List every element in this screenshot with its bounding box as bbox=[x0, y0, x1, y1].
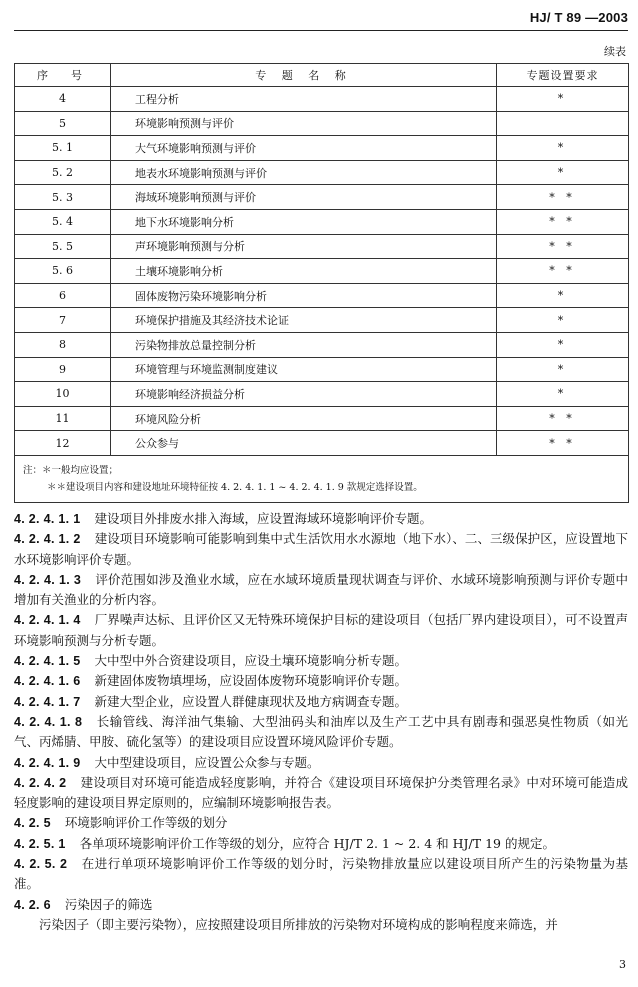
table-row bbox=[15, 136, 629, 161]
clause-number: 4. 2. 6 bbox=[14, 897, 51, 912]
table-row bbox=[15, 111, 629, 136]
clause-paragraph bbox=[14, 671, 628, 691]
requirement-cell: * * bbox=[497, 185, 629, 210]
clause-paragraph bbox=[14, 712, 628, 753]
table-row bbox=[15, 357, 629, 382]
requirement-cell: * bbox=[497, 332, 629, 357]
clause-number: 4. 2. 4. 1. 2 bbox=[14, 532, 81, 547]
table-continued-label: 续表 bbox=[604, 45, 626, 58]
row-number-cell: 5. 1 bbox=[15, 136, 111, 161]
table-row bbox=[15, 185, 629, 210]
requirement-cell: * * bbox=[497, 234, 629, 259]
row-number-cell: 12 bbox=[15, 431, 111, 456]
table-body bbox=[15, 87, 629, 456]
requirement-cell: * * bbox=[497, 431, 629, 456]
topics-table bbox=[14, 63, 629, 503]
topic-name-cell: 海域环境影响预测与评价 bbox=[111, 185, 497, 210]
clause-paragraph bbox=[14, 692, 628, 712]
col-header-req: 专题设置要求 bbox=[497, 64, 629, 87]
page-number: 3 bbox=[619, 958, 626, 971]
clause-text: 长输管线、海洋油气集输、大型油码头和油库以及生产工艺中具有剧毒和强恶臭性物质（如光气、丙烯腈、甲胺、硫化氢等）的建设项目应设置环境风险评价专题。 bbox=[14, 713, 628, 750]
clause-number: 4. 2. 4. 1. 4 bbox=[14, 613, 81, 628]
clause-paragraph bbox=[14, 651, 628, 671]
topic-name-cell: 环境管理与环境监测制度建议 bbox=[111, 357, 497, 382]
clause-number: 4. 2. 4. 1. 3 bbox=[14, 572, 82, 587]
table-row bbox=[15, 160, 629, 185]
table-row bbox=[15, 283, 629, 308]
note-line: ＊＊建设项目内容和建设地址环境特征按 4. 2. 4. 1. 1 ~ 4. 2. 4. 1. 9 款规定选择设置。 bbox=[47, 481, 423, 493]
clause-text: 环境影响评价工作等级的划分 bbox=[64, 815, 228, 831]
topic-name-cell: 环境保护措施及其经济技术论证 bbox=[111, 308, 497, 333]
clause-paragraph bbox=[14, 529, 628, 570]
clause-paragraph bbox=[14, 834, 628, 854]
topic-name-cell: 地下水环境影响分析 bbox=[111, 209, 497, 234]
requirement-cell: * bbox=[497, 357, 629, 382]
standard-code: HJ/ T 89 —2003 bbox=[529, 10, 628, 25]
requirement-cell: * bbox=[497, 308, 629, 333]
table-row bbox=[15, 308, 629, 333]
requirement-cell: * bbox=[497, 136, 629, 161]
col-header-no: 序 号 bbox=[15, 64, 111, 87]
topic-name-cell: 土壤环境影响分析 bbox=[111, 259, 497, 284]
requirement-cell: * bbox=[497, 87, 629, 112]
requirement-cell: * * bbox=[497, 259, 629, 284]
clause-number: 4. 2. 4. 1. 5 bbox=[14, 654, 81, 669]
clause-paragraph bbox=[14, 895, 628, 915]
clause-text: 在进行单项环境影响评价工作等级的划分时，污染物排放量应以建设项目所产生的污染物量为基准。 bbox=[14, 856, 628, 892]
clause-number: 4. 2. 5 bbox=[14, 816, 51, 831]
row-number-cell: 9 bbox=[15, 357, 111, 382]
table-row bbox=[15, 406, 629, 431]
clause-paragraph bbox=[14, 854, 628, 895]
row-number-cell: 7 bbox=[15, 308, 111, 333]
requirement-cell: * bbox=[497, 382, 629, 407]
requirement-cell: * bbox=[497, 160, 629, 185]
clause-text: 厂界噪声达标、且评价区又无特殊环境保护目标的建设项目（包括厂界内建设项目），可不设置声环境影响预测与分析专题。 bbox=[14, 612, 628, 648]
clause-paragraph bbox=[14, 753, 628, 773]
clause-text: 各单项环境影响评价工作等级的划分，应符合 HJ/T 2. 1 ~ 2. 4 和 HJ/T 19 的规定。 bbox=[79, 835, 555, 851]
row-number-cell: 5. 3 bbox=[15, 185, 111, 210]
header-rule bbox=[14, 30, 628, 31]
clause-number: 4. 2. 4. 2 bbox=[14, 775, 67, 790]
topic-name-cell: 声环境影响预测与分析 bbox=[111, 234, 497, 259]
clause-paragraph bbox=[14, 509, 628, 529]
clause-text: 建设项目对环境可能造成轻度影响，并符合《建设项目环境保护分类管理名录》中对环境可能造成轻度影响的建设项目界定原则的，应编制环境影响报告表。 bbox=[14, 774, 628, 811]
row-number-cell: 5. 4 bbox=[15, 209, 111, 234]
requirement-cell: * bbox=[497, 283, 629, 308]
requirement-cell bbox=[497, 111, 629, 136]
table-header-row bbox=[15, 64, 629, 87]
clause-text: 污染因子的筛选 bbox=[64, 896, 153, 912]
table-row bbox=[15, 382, 629, 407]
clause-paragraph bbox=[14, 813, 628, 833]
row-number-cell: 5 bbox=[15, 111, 111, 136]
clause-paragraph bbox=[14, 773, 628, 814]
clause-text: 新建大型企业，应设置人群健康现状及地方病调查专题。 bbox=[94, 693, 407, 709]
requirement-cell: * * bbox=[497, 209, 629, 234]
clause-text: 建设项目外排废水排入海域，应设置海域环境影响评价专题。 bbox=[94, 511, 432, 526]
clause-number: 4. 2. 4. 1. 1 bbox=[14, 512, 81, 526]
row-number-cell: 5. 2 bbox=[15, 160, 111, 185]
topic-name-cell: 污染物排放总量控制分析 bbox=[111, 332, 497, 357]
clause-number: 4. 2. 4. 1. 7 bbox=[14, 694, 81, 709]
row-number-cell: 5. 6 bbox=[15, 259, 111, 284]
topic-name-cell: 大气环境影响预测与评价 bbox=[111, 136, 497, 161]
topic-name-cell: 公众参与 bbox=[111, 431, 497, 456]
clause-text: 大中型建设项目，应设置公众参与专题。 bbox=[94, 754, 320, 770]
col-header-name: 专 题 名 称 bbox=[111, 64, 497, 87]
table-row bbox=[15, 431, 629, 456]
row-number-cell: 6 bbox=[15, 283, 111, 308]
row-number-cell: 5. 5 bbox=[15, 234, 111, 259]
topic-name-cell: 环境影响经济损益分析 bbox=[111, 382, 497, 407]
row-number-cell: 8 bbox=[15, 332, 111, 357]
topic-name-cell: 固体废物污染环境影响分析 bbox=[111, 283, 497, 308]
topic-name-cell: 工程分析 bbox=[111, 87, 497, 112]
table-row bbox=[15, 234, 629, 259]
topic-name-cell: 地表水环境影响预测与评价 bbox=[111, 160, 497, 185]
notes-row bbox=[15, 455, 629, 502]
clause-number: 4. 2. 5. 2 bbox=[14, 857, 68, 872]
clause-number: 4. 2. 4. 1. 6 bbox=[14, 674, 81, 689]
row-number-cell: 11 bbox=[15, 406, 111, 431]
table-row bbox=[15, 332, 629, 357]
clause-text: 建设项目环境影响可能影响到集中式生活饮用水水源地（地下水）、二、三级保护区，应设置地下水环境影响评价专题。 bbox=[14, 531, 628, 567]
row-number-cell: 10 bbox=[15, 382, 111, 407]
row-number-cell: 4 bbox=[15, 87, 111, 112]
topic-name-cell: 环境影响预测与评价 bbox=[111, 111, 497, 136]
clause-text: 大中型中外合资建设项目，应设土壤环境影响分析专题。 bbox=[94, 653, 407, 669]
table-notes bbox=[15, 455, 629, 502]
table-row bbox=[15, 259, 629, 284]
final-paragraph: 污染因子（即主要污染物），应按照建设项目所排放的污染物对环境构成的影响程度来筛选，并 bbox=[39, 916, 558, 932]
clause-text: 新建固体废物填埋场，应设固体废物环境影响评价专题。 bbox=[94, 673, 407, 689]
requirement-cell: * * bbox=[497, 406, 629, 431]
topic-name-cell: 环境风险分析 bbox=[111, 406, 497, 431]
clause-number: 4. 2. 5. 1 bbox=[14, 836, 66, 851]
clause-number: 4. 2. 4. 1. 9 bbox=[14, 755, 81, 770]
clause-text-block bbox=[14, 509, 628, 935]
note-line: 注：＊一般均应设置； bbox=[23, 464, 119, 476]
clause-text: 评价范围如涉及渔业水域，应在水域环境质量现状调查与评价、水域环境影响预测与评价专题中增加有关渔业的分析内容。 bbox=[14, 571, 628, 608]
table-row bbox=[15, 209, 629, 234]
clause-paragraph bbox=[14, 610, 628, 651]
clause-number: 4. 2. 4. 1. 8 bbox=[14, 714, 83, 729]
clause-paragraph bbox=[14, 570, 628, 611]
table-row bbox=[15, 87, 629, 112]
